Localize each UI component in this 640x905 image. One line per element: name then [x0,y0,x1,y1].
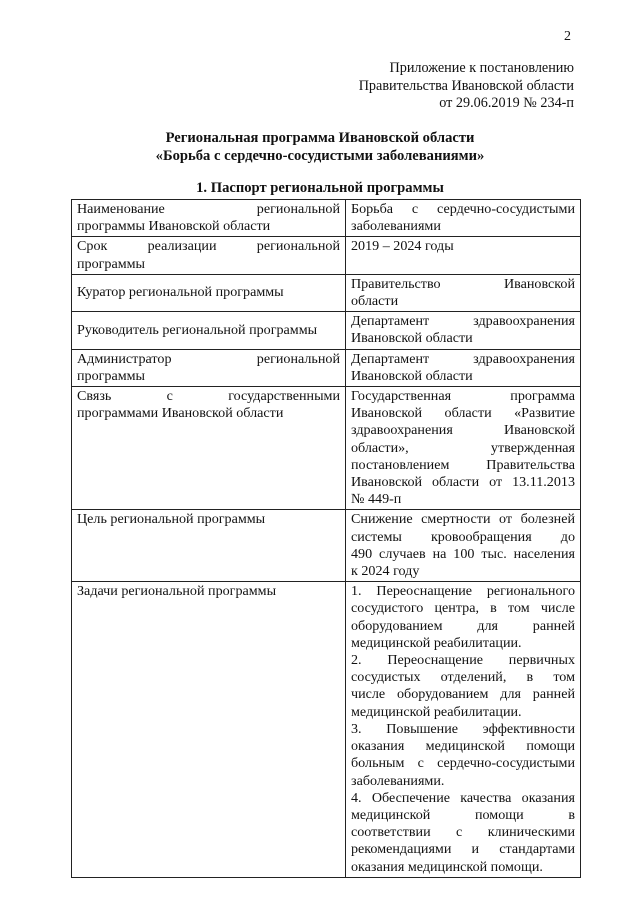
cell-line: медицинской помощи в [351,806,575,823]
task-item [351,790,575,876]
cell-line: Ивановской области от 13.11.2013 [351,474,575,491]
passport-table [71,199,581,878]
cell-line: оказания медицинской помощи [351,738,575,755]
cell-line: 2. Переоснащение первичных [351,652,575,669]
cell-line: 3. Повышение эффективности [351,720,575,737]
row-value-cell [346,510,581,582]
title-line: «Борьба с сердечно-сосудистыми заболеваниями» [155,147,485,164]
cell-line: 1. Переоснащение регионального [351,583,575,600]
cell-line: 490 случаев на 100 тыс. населения [351,545,575,562]
row-label-cell [72,510,346,582]
document-title [0,130,640,165]
cell-line: 2019 – 2024 годы [351,238,454,255]
row-label-cell [72,582,346,877]
cell-line: Ивановской области «Развитие [351,405,575,422]
cell-line: оборудованием для ранней [351,617,575,634]
row-value-cell [346,312,581,349]
cell-line: Ивановской области [351,330,473,347]
cell-line: медицинской реабилитации. [351,703,522,720]
cell-line: 4. Обеспечение качества оказания [351,789,575,806]
cell-line: области», утвержденная [351,439,575,456]
row-label-cell [72,349,346,386]
appendix-line: Приложение к постановлению [389,60,574,76]
cell-line: соответствии с клиническими [351,824,575,841]
task-item [351,652,575,721]
task-item [351,721,575,790]
cell-line: Задачи региональной программы [77,583,277,600]
cell-line: Куратор региональной программы [77,284,284,301]
title-line: Региональная программа Ивановской области [165,130,475,146]
row-value-cell [346,582,581,877]
cell-line: Правительство Ивановской [351,275,575,292]
cell-line: сосудистых отделений, в том [351,669,575,686]
cell-line: Руководитель региональной программы [77,321,318,338]
appendix-line: Правительства Ивановской области [358,77,574,94]
table-row [72,582,581,877]
cell-line: Государственная программа [351,388,575,405]
cell-line: Борьба с сердечно-сосудистыми [351,201,575,217]
cell-line: числе оборудованием для ранней [351,686,575,703]
cell-line: Департамент здравоохранения [351,313,575,330]
cell-line: системы кровообращения до [351,528,575,545]
cell-line: рекомендациями и стандартами [351,841,575,858]
cell-line: Срок реализации региональной [77,238,340,255]
table-row [72,237,581,274]
row-label-cell [72,312,346,349]
cell-line: заболеваниями [351,218,441,235]
row-label-cell [72,387,346,510]
cell-line: постановлением Правительства [351,456,575,473]
row-value-cell [346,387,581,510]
page-number: 2 [564,29,571,44]
table-row [72,510,581,582]
table-row [72,312,581,349]
row-value-cell [346,200,581,237]
appendix-line: от 29.06.2019 № 234-п [439,95,574,111]
cell-line: Цель региональной программы [77,511,266,528]
row-label-cell [72,274,346,311]
cell-line: Снижение смертности от болезней [351,511,575,528]
cell-line: программы Ивановской области [77,218,271,235]
cell-line: здравоохранения Ивановской [351,422,575,439]
cell-line: области [351,293,399,310]
row-value-cell [346,274,581,311]
cell-line: программы [77,255,146,272]
table-row [72,200,581,237]
cell-line: медицинской реабилитации. [351,634,522,651]
section-heading: 1. Паспорт региональной программы [196,180,444,196]
cell-line: программами Ивановской области [77,405,284,422]
cell-line: больным с сердечно-сосудистыми [351,755,575,772]
row-label-cell [72,237,346,274]
appendix-note [359,60,574,113]
cell-line: Наименование региональной [77,201,340,217]
cell-line: заболеваниями. [351,772,445,789]
cell-line: № 449-п [351,491,402,508]
cell-line: Связь с государственными [77,388,340,405]
table-row [72,349,581,386]
cell-line: Департамент здравоохранения [351,350,575,367]
table-row [72,387,581,510]
row-label-cell [72,200,346,237]
cell-line: Администратор региональной [77,350,340,367]
row-value-cell [346,349,581,386]
task-item [351,583,575,652]
cell-line: оказания медицинской помощи. [351,858,543,875]
cell-line: Ивановской области [351,367,473,384]
cell-line: программы [77,367,146,384]
cell-line: к 2024 году [351,563,420,580]
row-value-cell [346,237,581,274]
cell-line: сосудистого центра, в том числе [351,600,575,617]
table-row [72,274,581,311]
